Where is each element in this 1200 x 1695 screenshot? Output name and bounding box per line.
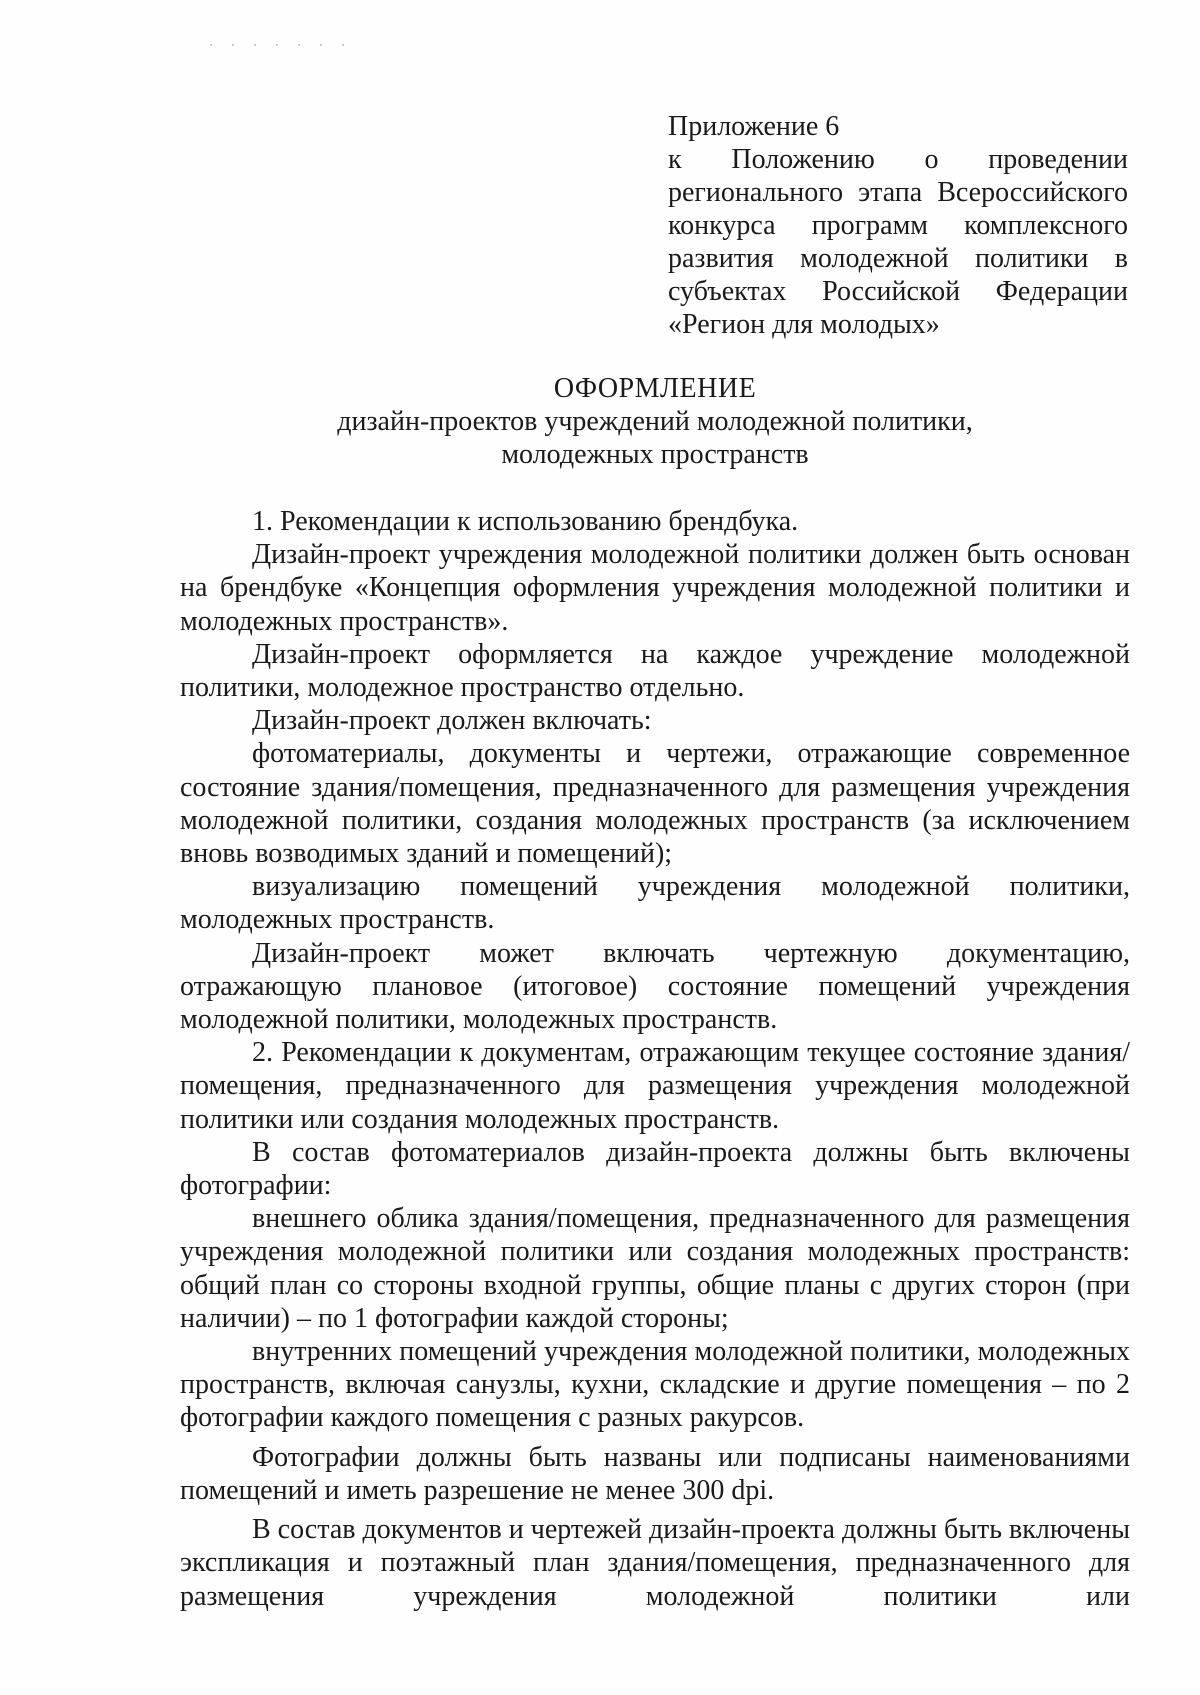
paragraph: 1. Рекомендации к использованию брендбука. (252, 506, 799, 537)
heading-subtitle-line-2: молодежных пространств (501, 439, 809, 470)
document-heading (180, 372, 1130, 471)
heading-title: ОФОРМЛЕНИЕ (553, 373, 757, 404)
paragraph: Дизайн-проект должен включать: (252, 705, 652, 737)
paragraph: фотоматериалы, документы и чертежи, отражающие современное состояние здания/помещения, предназначенного для размещения учреждения молодежной политики, создания молодежных пространств (за исключением вновь возводимых зданий и помещений); (180, 738, 1130, 870)
paragraph: внешнего облика здания/помещения, предназначенного для размещения учреждения молодежной политики или создания молодежных пространств: общий план со стороны входной группы, общие планы с других сторон (при наличии) – по 1 фотографии каждой стороны; (180, 1203, 1130, 1334)
document-body (180, 505, 1130, 1613)
paragraph: В состав документов и чертежей дизайн-проекта должны быть включены экспликация и поэтажный план здания/помещения, предназначенного для размещения учреждения молодежной политики или (180, 1514, 1130, 1612)
appendix-block (668, 110, 1128, 341)
paragraph: В состав фотоматериалов дизайн-проекта должны быть включены фотографии: (180, 1136, 1130, 1202)
scan-artifact (200, 42, 360, 48)
paragraph: внутренних помещений учреждения молодежной политики, молодежных пространств, включая санузлы, кухни, складские и другие помещения – по 2 фотографии каждого помещения с разных ракурсов. (180, 1336, 1130, 1434)
paragraph: Дизайн-проект учреждения молодежной политики должен быть основан на брендбуке «Концепция оформления учреждения молодежной политики и молодежных пространств». (180, 539, 1130, 637)
paragraph: Дизайн-проект оформляется на каждое учреждение молодежной политики, молодежное пространство отдельно. (180, 638, 1130, 704)
paragraph: 2. Рекомендации к документам, отражающим текущее состояние здания/помещения, предназначенного для размещения учреждения молодежной политики или создания молодежных пространств. (180, 1037, 1130, 1135)
paragraph: Фотографии должны быть названы или подписаны наименованиями помещений и иметь разрешение не менее 300 dpi. (180, 1441, 1130, 1506)
appendix-reference: к Положению о проведении регионального этапа Всероссийского конкурса программ комплексного развития молодежной политики в субъектах Российской Федерации «Регион для молодых» (668, 144, 1128, 340)
appendix-title: Приложение 6 (668, 111, 840, 142)
paragraph: визуализацию помещений учреждения молодежной политики, молодежных пространств. (180, 871, 1130, 936)
paragraph: Дизайн-проект может включать чертежную документацию, отражающую плановое (итоговое) состояние помещений учреждения молодежной политики, молодежных пространств. (180, 937, 1130, 1036)
heading-subtitle-line-1: дизайн-проектов учреждений молодежной политики, (337, 406, 973, 437)
